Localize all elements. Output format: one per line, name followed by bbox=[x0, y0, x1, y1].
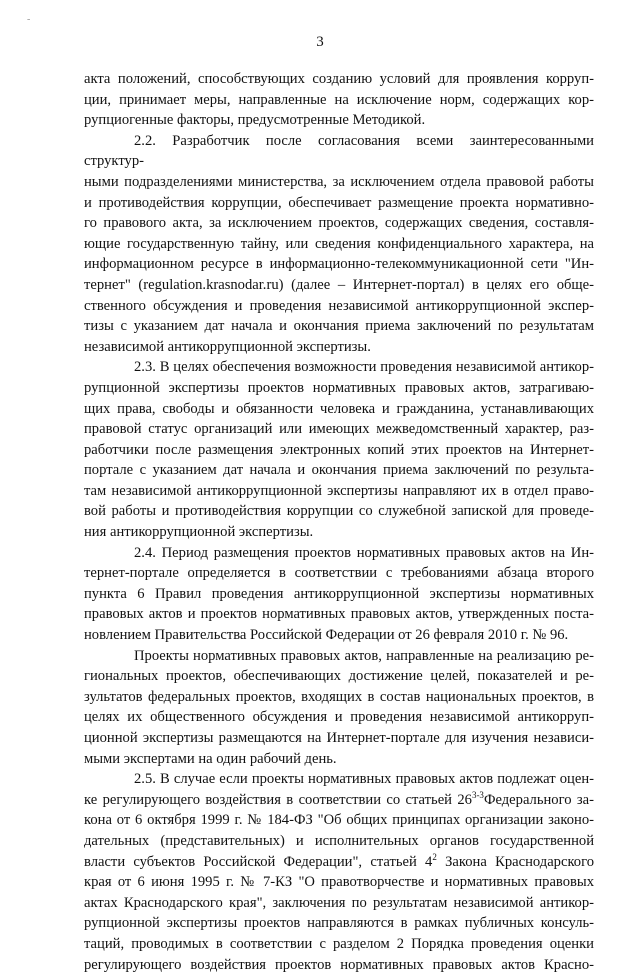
text-line: портале с указанием дат начала и окончания приема заключений по результа- bbox=[84, 462, 594, 479]
text-line: работчики после размещения электронных копий этих проектов на Интернет- bbox=[84, 441, 594, 458]
text-line: информационном ресурсе в информационно-телекоммуникационной сети "Ин- bbox=[84, 256, 594, 273]
corner-mark: - bbox=[27, 14, 31, 25]
text-line: гиональных проектов, обеспечивающих достижение целей, показателей и ре- bbox=[84, 668, 594, 685]
text-line: регулирующего воздействия проектов нормативных правовых актов Красно- bbox=[84, 956, 594, 973]
text-block-c bbox=[84, 872, 594, 975]
text-line: тернет-портале определяется в соответствии с требованиями абзаца второго bbox=[84, 565, 594, 582]
text-line: таций, проводимых в соответствии с разделом 2 Порядка проведения оценки bbox=[84, 935, 594, 952]
text-line: щих права, свободы и обязанности человека и гражданина, устанавливающих bbox=[84, 400, 594, 417]
text-line: правовых актов и проектов нормативных правовых актов, утвержденных поста- bbox=[84, 606, 594, 623]
text-line: новлением Правительства Российской Федерации от 26 февраля 2010 г. № 96. bbox=[84, 627, 569, 644]
text-block-a bbox=[84, 69, 594, 790]
text-line: рупционной экспертизы проектов нормативных правовых актов, затрагиваю- bbox=[84, 379, 594, 396]
text-line: рупционной экспертизы проектов направляются в рамках публичных консуль- bbox=[84, 915, 594, 932]
text-line: целях их общественного обсуждения и проведения независимой антикорруп- bbox=[84, 709, 594, 726]
text-line: дательных (представительных) и исполнительных органов государственной bbox=[84, 832, 594, 849]
text-line: тизы с указанием дат начала и окончания приема заключений по результатам bbox=[84, 318, 594, 335]
superscript: 2 bbox=[432, 851, 437, 862]
text-line: актах Краснодарского края", заключения по результатам независимой антикор- bbox=[84, 894, 594, 911]
text-line: рупциогенные факторы, предусмотренные Методикой. bbox=[84, 112, 426, 129]
text-line: акта положений, способствующих созданию условий для проявления корруп- bbox=[84, 71, 594, 87]
text-line: ными подразделениями министерства, за исключением отдела правовой работы bbox=[84, 173, 594, 190]
text-line: независимой антикоррупционной экспертизы. bbox=[84, 338, 371, 355]
text-line: власти субъектов Российской Федерации", статьей $4^2$ Закона Краснодарского bbox=[84, 851, 595, 870]
text-line: ции, принимает меры, направленные на исключение норм, содержащих кор- bbox=[84, 91, 594, 108]
text-line: вой работы и противодействия коррупции со служебной запиской для проведе- bbox=[84, 503, 594, 520]
text-line: 2.4. Период размещения проектов нормативных правовых актов на Ин- bbox=[134, 544, 594, 561]
text-line: края от 6 июня 1995 г. № 7-КЗ "О правотворчестве и нормативных правовых bbox=[84, 874, 594, 891]
text-line: ке регулирующего воздействия в соответствии со статьей 26$^{3-3}$Федерального за- bbox=[84, 789, 594, 808]
text-line: тернет" (regulation.krasnodar.ru) (далее – Интернет-портал) в целях его обще- bbox=[84, 276, 594, 293]
text-line: 2.3. В целях обеспечения возможности проведения независимой антикор- bbox=[134, 359, 594, 376]
text-line: зультатов федеральных проектов, входящих в состав национальных проектов, в bbox=[84, 688, 594, 705]
text-block-b bbox=[84, 810, 594, 851]
text-line: пункта 6 Правил проведения антикоррупционной экспертизы нормативных bbox=[84, 585, 594, 602]
body-text bbox=[84, 69, 594, 975]
superscript: 3-3 bbox=[471, 789, 484, 800]
text-line: кона от 6 октября 1999 г. № 184-ФЗ "Об общих принципах организации законо- bbox=[84, 812, 594, 829]
text-line: мыми экспертами на один рабочий день. bbox=[84, 750, 337, 767]
text-line: ционной экспертизы размещаются на Интернет-портале для изучения независи- bbox=[84, 730, 594, 746]
text-line: там независимой антикоррупционной экспертизы направляют их в отдел право- bbox=[84, 482, 594, 499]
text-line: го правового акта, за исключением проектов, содержащих сведения, составля- bbox=[84, 215, 594, 232]
text-line: 2.5. В случае если проекты нормативных правовых актов подлежат оцен- bbox=[134, 771, 594, 788]
text-line: Проекты нормативных правовых актов, направленные на реализацию ре- bbox=[134, 647, 594, 664]
text-line: 2.2. Разработчик после согласования всеми заинтересованными структур- bbox=[84, 132, 594, 170]
text-line: ния антикоррупционной экспертизы. bbox=[84, 524, 314, 541]
text-line: ственного обсуждения и проведения независимой антикоррупционной экспер- bbox=[84, 297, 594, 314]
text-line: и противодействия коррупции, обеспечивает размещение проекта нормативно- bbox=[84, 194, 594, 211]
text-line: ющие государственную тайну, или сведения конфиденциального характера, на bbox=[84, 235, 594, 252]
text-line: правовой статус организаций или имеющих межведомственный характер, раз- bbox=[84, 421, 594, 438]
page-number: 3 bbox=[316, 34, 324, 50]
